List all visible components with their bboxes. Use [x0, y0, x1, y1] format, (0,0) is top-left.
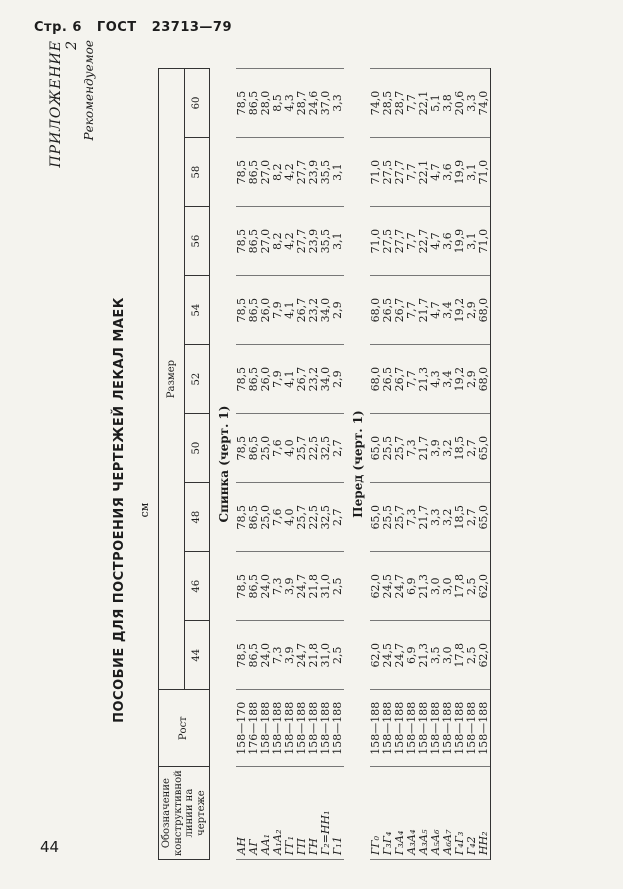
row-designation: Г₃Г₄	[382, 767, 394, 860]
value-cell: 71,0	[370, 207, 382, 276]
value-cell: 22,1	[418, 69, 430, 138]
row-designation: Г₃А₄	[394, 767, 406, 860]
section-row	[344, 69, 370, 860]
row-designation: ГН	[308, 767, 320, 860]
value-cell: 5,1	[430, 69, 442, 138]
value-cell: 31,0	[320, 552, 332, 621]
size-column-header: 44	[184, 621, 210, 690]
value-cell: 78,5	[236, 483, 248, 552]
value-cell: 31,0	[320, 621, 332, 690]
value-cell: 68,0	[478, 276, 491, 345]
value-cell: 78,5	[236, 207, 248, 276]
value-cell: 3,3	[332, 69, 344, 138]
value-cell: 25,7	[296, 414, 308, 483]
value-cell: 28,5	[382, 69, 394, 138]
value-cell: 18,5	[454, 414, 466, 483]
row-designation: А₁А₂	[272, 767, 284, 860]
value-cell: 7,3	[406, 483, 418, 552]
value-cell: 71,0	[478, 207, 491, 276]
value-cell: 3,1	[466, 138, 478, 207]
value-cell: 26,0	[260, 276, 272, 345]
value-cell: 68,0	[370, 276, 382, 345]
value-cell: 3,1	[332, 207, 344, 276]
row-designation: ГП	[296, 767, 308, 860]
designation-header: Обозначение конструктивной линии на чертеже	[159, 767, 210, 860]
value-cell: 22,5	[308, 414, 320, 483]
value-cell: 78,5	[236, 621, 248, 690]
row-rost: 158—188	[478, 690, 491, 767]
value-cell: 2,5	[466, 621, 478, 690]
value-cell: 4,7	[430, 276, 442, 345]
value-cell: 21,7	[418, 414, 430, 483]
value-cell: 27,0	[260, 207, 272, 276]
value-cell: 22,1	[418, 138, 430, 207]
value-cell: 3,3	[466, 69, 478, 138]
value-cell: 7,9	[272, 345, 284, 414]
value-cell: 78,5	[236, 414, 248, 483]
size-column-header: 56	[184, 207, 210, 276]
rost-header: Рост	[159, 690, 210, 767]
value-cell: 3,4	[442, 345, 454, 414]
value-cell: 7,6	[272, 414, 284, 483]
value-cell: 23,2	[308, 345, 320, 414]
value-cell: 86,5	[248, 621, 260, 690]
value-cell: 7,7	[406, 138, 418, 207]
value-cell: 62,0	[478, 621, 491, 690]
row-rost: 158—188	[406, 690, 418, 767]
value-cell: 27,7	[394, 138, 406, 207]
row-rost: 158—188	[454, 690, 466, 767]
value-cell: 22,5	[308, 483, 320, 552]
row-rost: 176—188	[248, 690, 260, 767]
value-cell: 6,9	[406, 621, 418, 690]
section-title: Спинка (черт. 1)	[217, 405, 231, 523]
value-cell: 34,0	[320, 345, 332, 414]
table-body	[210, 69, 491, 860]
row-rost: 158—188	[382, 690, 394, 767]
value-cell: 34,0	[320, 276, 332, 345]
value-cell: 25,7	[394, 483, 406, 552]
value-cell: 24,7	[296, 552, 308, 621]
value-cell: 25,0	[260, 483, 272, 552]
row-rost: 158—188	[332, 690, 344, 767]
value-cell: 7,3	[406, 414, 418, 483]
value-cell: 86,5	[248, 414, 260, 483]
size-column-header: 58	[184, 138, 210, 207]
value-cell: 26,0	[260, 345, 272, 414]
value-cell: 3,9	[284, 552, 296, 621]
value-cell: 86,5	[248, 138, 260, 207]
value-cell: 2,7	[466, 414, 478, 483]
value-cell: 27,5	[382, 138, 394, 207]
value-cell: 4,2	[284, 207, 296, 276]
value-cell: 18,5	[454, 483, 466, 552]
document-title: ПОСОБИЕ ДЛЯ ПОСТРОЕНИЯ ЧЕРТЕЖЕЙ ЛЕКАЛ МАЕК	[112, 297, 127, 723]
row-rost: 158—188	[284, 690, 296, 767]
value-cell: 17,8	[454, 552, 466, 621]
row-rost: 158—170	[236, 690, 248, 767]
standard-label: ГОСТ	[96, 20, 137, 35]
data-table	[158, 68, 491, 860]
value-cell: 65,0	[370, 414, 382, 483]
value-cell: 28,7	[296, 69, 308, 138]
table-header-row	[159, 69, 185, 860]
value-cell: 65,0	[478, 414, 491, 483]
value-cell: 68,0	[478, 345, 491, 414]
value-cell: 71,0	[370, 138, 382, 207]
value-cell: 3,0	[430, 552, 442, 621]
value-cell: 7,6	[272, 483, 284, 552]
value-cell: 2,7	[466, 483, 478, 552]
value-cell: 2,9	[466, 276, 478, 345]
value-cell: 78,5	[236, 276, 248, 345]
value-cell: 4,7	[430, 207, 442, 276]
value-cell: 2,9	[466, 345, 478, 414]
value-cell: 2,5	[332, 621, 344, 690]
row-designation: НН₂	[478, 767, 491, 860]
size-column-header: 60	[184, 69, 210, 138]
row-rost: 158—188	[320, 690, 332, 767]
value-cell: 7,3	[272, 552, 284, 621]
table-row	[332, 69, 344, 860]
row-rost: 158—188	[296, 690, 308, 767]
value-cell: 8,5	[272, 69, 284, 138]
value-cell: 35,5	[320, 138, 332, 207]
value-cell: 3,5	[430, 621, 442, 690]
value-cell: 62,0	[370, 621, 382, 690]
size-column-header: 54	[184, 276, 210, 345]
value-cell: 78,5	[236, 552, 248, 621]
value-cell: 19,2	[454, 276, 466, 345]
value-cell: 4,7	[430, 138, 442, 207]
value-cell: 24,5	[382, 552, 394, 621]
row-designation: А₃А₄	[406, 767, 418, 860]
section-row	[210, 69, 237, 860]
appendix-label	[48, 40, 96, 180]
value-cell: 3,4	[442, 276, 454, 345]
value-cell: 27,7	[296, 207, 308, 276]
row-designation: Г₂=НН₁	[320, 767, 332, 860]
value-cell: 4,0	[284, 483, 296, 552]
value-cell: 74,0	[370, 69, 382, 138]
value-cell: 8,2	[272, 138, 284, 207]
value-cell: 35,5	[320, 207, 332, 276]
row-rost: 158—188	[260, 690, 272, 767]
value-cell: 23,2	[308, 276, 320, 345]
value-cell: 24,0	[260, 621, 272, 690]
value-cell: 37,0	[320, 69, 332, 138]
value-cell: 86,5	[248, 345, 260, 414]
value-cell: 2,7	[332, 483, 344, 552]
value-cell: 62,0	[478, 552, 491, 621]
value-cell: 24,7	[394, 621, 406, 690]
value-cell: 65,0	[478, 483, 491, 552]
value-cell: 24,0	[260, 552, 272, 621]
value-cell: 26,7	[296, 345, 308, 414]
value-cell: 24,5	[382, 621, 394, 690]
value-cell: 19,2	[454, 345, 466, 414]
value-cell: 3,9	[284, 621, 296, 690]
value-cell: 7,7	[406, 345, 418, 414]
value-cell: 27,7	[394, 207, 406, 276]
value-cell: 28,0	[260, 69, 272, 138]
section-title: Перед (черт. 1)	[351, 410, 365, 518]
row-designation: Г₁1	[332, 767, 344, 860]
page-label: Стр. 6	[34, 20, 82, 35]
value-cell: 19,9	[454, 138, 466, 207]
row-designation: А₃А₅	[418, 767, 430, 860]
standard-number: 23713—79	[151, 20, 233, 35]
row-rost: 158—188	[418, 690, 430, 767]
row-designation: АН	[236, 767, 248, 860]
appendix-subtitle: Рекомендуемое	[82, 40, 96, 141]
value-cell: 32,5	[320, 483, 332, 552]
value-cell: 3,1	[466, 207, 478, 276]
value-cell: 78,5	[236, 138, 248, 207]
value-cell: 21,8	[308, 552, 320, 621]
value-cell: 26,5	[382, 276, 394, 345]
row-rost: 158—188	[370, 690, 382, 767]
value-cell: 20,6	[454, 69, 466, 138]
value-cell: 3,6	[442, 138, 454, 207]
value-cell: 28,7	[394, 69, 406, 138]
value-cell: 4,3	[430, 345, 442, 414]
row-designation: А₆А₇	[442, 767, 454, 860]
value-cell: 8,2	[272, 207, 284, 276]
value-cell: 24,7	[394, 552, 406, 621]
row-designation: АГ	[248, 767, 260, 860]
value-cell: 68,0	[370, 345, 382, 414]
page-number: 44	[40, 838, 60, 856]
row-rost: 158—188	[272, 690, 284, 767]
unit-label: см	[138, 502, 151, 518]
value-cell: 3,2	[442, 414, 454, 483]
row-designation: А₅А₆	[430, 767, 442, 860]
value-cell: 2,9	[332, 276, 344, 345]
row-designation: Г₄Г₃	[454, 767, 466, 860]
row-designation: АА₁	[260, 767, 272, 860]
value-cell: 6,9	[406, 552, 418, 621]
row-rost: 158—188	[430, 690, 442, 767]
value-cell: 86,5	[248, 69, 260, 138]
value-cell: 65,0	[370, 483, 382, 552]
value-cell: 24,7	[296, 621, 308, 690]
value-cell: 7,7	[406, 207, 418, 276]
value-cell: 27,7	[296, 138, 308, 207]
value-cell: 21,8	[308, 621, 320, 690]
value-cell: 3,8	[442, 69, 454, 138]
value-cell: 17,8	[454, 621, 466, 690]
row-designation: ГГ₁	[284, 767, 296, 860]
value-cell: 23,9	[308, 138, 320, 207]
value-cell: 4,1	[284, 345, 296, 414]
value-cell: 26,7	[394, 276, 406, 345]
value-cell: 86,5	[248, 483, 260, 552]
row-designation: Г₄2	[466, 767, 478, 860]
size-column-header: 50	[184, 414, 210, 483]
value-cell: 19,9	[454, 207, 466, 276]
value-cell: 3,2	[442, 483, 454, 552]
value-cell: 78,5	[236, 345, 248, 414]
value-cell: 86,5	[248, 276, 260, 345]
value-cell: 86,5	[248, 207, 260, 276]
value-cell: 21,3	[418, 621, 430, 690]
value-cell: 3,0	[442, 621, 454, 690]
value-cell: 4,2	[284, 138, 296, 207]
value-cell: 27,5	[382, 207, 394, 276]
value-cell: 21,7	[418, 276, 430, 345]
value-cell: 86,5	[248, 552, 260, 621]
value-cell: 25,5	[382, 414, 394, 483]
value-cell: 26,7	[394, 345, 406, 414]
value-cell: 4,1	[284, 276, 296, 345]
value-cell: 25,7	[394, 414, 406, 483]
rotated-content	[40, 40, 600, 870]
value-cell: 27,0	[260, 138, 272, 207]
row-designation: ГГ₀	[370, 767, 382, 860]
value-cell: 21,3	[418, 552, 430, 621]
value-cell: 74,0	[478, 69, 491, 138]
value-cell: 2,5	[466, 552, 478, 621]
value-cell: 7,3	[272, 621, 284, 690]
size-header: Размер	[159, 69, 185, 690]
value-cell: 25,7	[296, 483, 308, 552]
row-rost: 158—188	[308, 690, 320, 767]
value-cell: 23,9	[308, 207, 320, 276]
value-cell: 3,9	[430, 414, 442, 483]
value-cell: 21,7	[418, 483, 430, 552]
page-header	[34, 20, 242, 35]
value-cell: 3,6	[442, 207, 454, 276]
value-cell: 25,0	[260, 414, 272, 483]
value-cell: 62,0	[370, 552, 382, 621]
value-cell: 4,3	[284, 69, 296, 138]
appendix-title: ПРИЛОЖЕНИЕ 2	[48, 40, 80, 168]
value-cell: 2,7	[332, 414, 344, 483]
value-cell: 26,7	[296, 276, 308, 345]
value-cell: 32,5	[320, 414, 332, 483]
value-cell: 21,3	[418, 345, 430, 414]
value-cell: 25,5	[382, 483, 394, 552]
value-cell: 7,9	[272, 276, 284, 345]
value-cell: 24,6	[308, 69, 320, 138]
size-column-header: 52	[184, 345, 210, 414]
value-cell: 7,7	[406, 276, 418, 345]
value-cell: 22,7	[418, 207, 430, 276]
value-cell: 3,3	[430, 483, 442, 552]
value-cell: 7,7	[406, 69, 418, 138]
row-rost: 158—188	[394, 690, 406, 767]
size-column-header: 46	[184, 552, 210, 621]
value-cell: 4,0	[284, 414, 296, 483]
value-cell: 2,9	[332, 345, 344, 414]
value-cell: 3,0	[442, 552, 454, 621]
value-cell: 3,1	[332, 138, 344, 207]
row-rost: 158—188	[466, 690, 478, 767]
value-cell: 71,0	[478, 138, 491, 207]
row-rost: 158—188	[442, 690, 454, 767]
size-column-header: 48	[184, 483, 210, 552]
value-cell: 78,5	[236, 69, 248, 138]
value-cell: 2,5	[332, 552, 344, 621]
table-row	[478, 69, 491, 860]
value-cell: 26,5	[382, 345, 394, 414]
